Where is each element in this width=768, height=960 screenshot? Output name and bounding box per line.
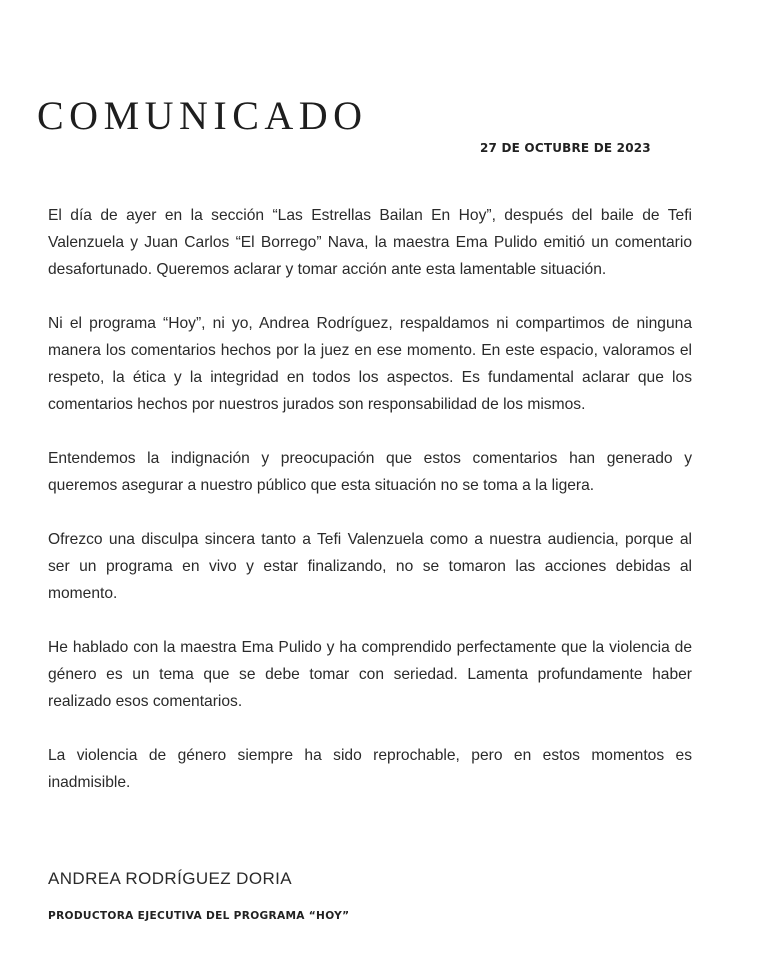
document-body xyxy=(48,202,692,796)
signature-name: ANDREA RODRÍGUEZ DORIA xyxy=(48,869,292,888)
paragraph-position: Ni el programa “Hoy”, ni yo, Andrea Rodríguez, respaldamos ni compartimos de ninguna manera los comentarios hechos por la juez en ese momento. En este espacio, valoramos el respeto, la ética y la integridad en todos los aspectos. Es fundamental aclarar que los comentarios hechos por nuestros jurados son responsabilidad de los mismos. xyxy=(48,315,692,413)
paragraph-conversation: He hablado con la maestra Ema Pulido y ha comprendido perfectamente que la violencia de género es un tema que se debe tomar con seriedad. Lamenta profundamente haber realizado esos comentarios. xyxy=(48,639,692,710)
paragraph-closing: La violencia de género siempre ha sido reprochable, pero en estos momentos es inadmisible. xyxy=(48,747,692,791)
document-date: 27 DE OCTUBRE DE 2023 xyxy=(480,141,651,155)
document-title: COMUNICADO xyxy=(37,93,368,138)
paragraph-apology: Ofrezco una disculpa sincera tanto a Tefi Valenzuela como a nuestra audiencia, porque al ser un programa en vivo y estar finalizando, no se tomaron las acciones debidas al momento. xyxy=(48,531,692,602)
signature-role: PRODUCTORA EJECUTIVA DEL PROGRAMA “HOY” xyxy=(48,910,350,922)
paragraph-incident: El día de ayer en la sección “Las Estrellas Bailan En Hoy”, después del baile de Tefi Valenzuela y Juan Carlos “El Borrego” Nava, la maestra Ema Pulido emitió un comentario desafortunado. Queremos aclarar y tomar acción ante esta lamentable situación. xyxy=(48,207,692,278)
paragraph-understanding: Entendemos la indignación y preocupación que estos comentarios han generado y queremos asegurar a nuestro público que esta situación no se toma a la ligera. xyxy=(48,450,692,494)
